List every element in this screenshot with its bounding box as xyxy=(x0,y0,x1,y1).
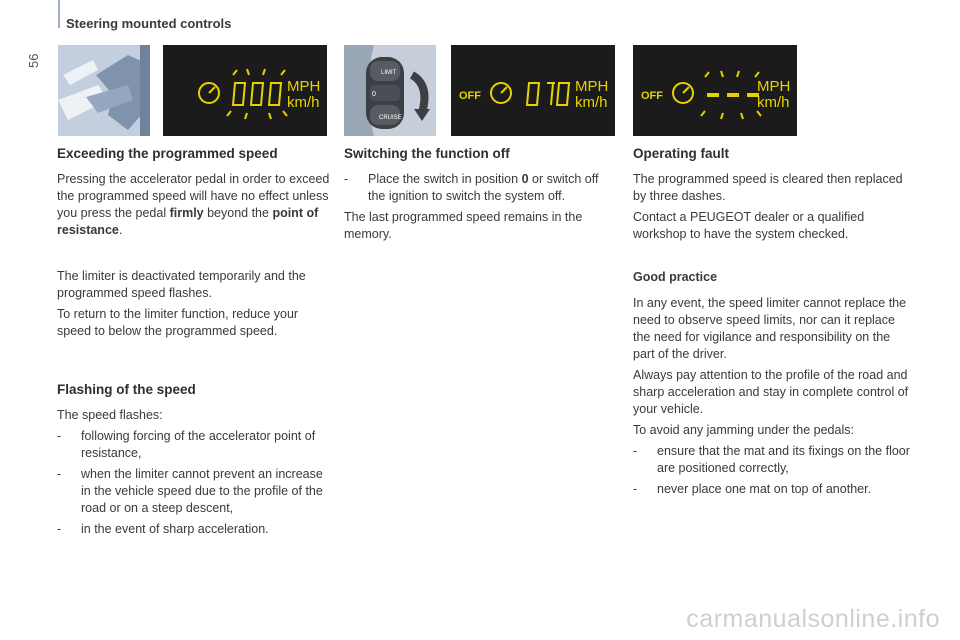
dial-3-mph: MPH xyxy=(757,78,791,95)
fault-title: Operating fault xyxy=(633,146,730,161)
header-accent-line xyxy=(58,0,60,28)
speedometer-fault-display-icon xyxy=(633,45,797,136)
switch-limit-label: LIMIT xyxy=(381,70,397,76)
list-item xyxy=(633,481,913,498)
operating-fault-display xyxy=(633,45,797,136)
watermark-text: carmanualsonline.info xyxy=(686,605,940,633)
switching-item-text-a: Place the switch in position xyxy=(368,172,522,186)
exceeding-p1-text-a: Pressing the accelerator pedal in order to exceed the programmed speed will have no effect unless you press the pedal xyxy=(57,172,330,220)
list-dash: - xyxy=(57,467,62,481)
dial-2-kmh: km/h xyxy=(575,94,608,111)
exceeding-p1-text-c: beyond the xyxy=(203,206,273,220)
page-number: 56 xyxy=(26,53,41,68)
dial-1-kmh: km/h xyxy=(287,94,320,111)
good-practice-paragraph-2: Always pay attention to the profile of the road and sharp acceleration and stay in complete control of your vehicle. xyxy=(633,368,909,416)
list-dash: - xyxy=(633,444,638,458)
column-right xyxy=(633,145,913,498)
flashing-speed-display xyxy=(163,45,327,136)
flashing-item-text: following forcing of the accelerator point of resistance, xyxy=(81,429,316,460)
switch-zero-label: 0 xyxy=(372,91,376,98)
good-practice-item-text: never place one mat on top of another. xyxy=(657,482,872,496)
switching-item-bold-zero: 0 xyxy=(521,172,529,186)
switching-paragraph: The last programmed speed remains in the memory. xyxy=(344,210,583,241)
list-dash: - xyxy=(57,429,62,443)
good-practice-paragraph-1: In any event, the speed limiter cannot replace the need to observe speed limits, nor can it replace the need for vigilance and responsibility on the part of the driver. xyxy=(633,296,907,361)
list-item xyxy=(633,443,913,477)
list-dash: - xyxy=(344,172,349,186)
list-item xyxy=(344,171,610,205)
switching-item-text-c: or switch off the ignition to switch the system off. xyxy=(368,172,599,203)
good-practice-title: Good practice xyxy=(633,270,718,284)
exceeding-paragraph-1 xyxy=(57,171,332,239)
exceeding-p1-bold-firmly: firmly xyxy=(169,206,204,220)
fault-paragraph-1: The programmed speed is cleared then replaced by three dashes. xyxy=(633,172,903,203)
flashing-list xyxy=(57,428,332,538)
steering-switch-illustration xyxy=(344,45,436,136)
flashing-item-text: in the event of sharp acceleration. xyxy=(81,522,269,536)
list-dash: - xyxy=(57,522,62,536)
steering-switch-icon xyxy=(344,45,436,136)
list-dash: - xyxy=(633,482,638,496)
dial-2-off: OFF xyxy=(459,90,481,102)
list-item xyxy=(57,428,332,462)
switching-title: Switching the function off xyxy=(344,146,510,161)
dial-1-mph: MPH xyxy=(287,78,321,95)
switch-cruise-label: CRUISE xyxy=(379,115,402,121)
dial-3-off: OFF xyxy=(641,90,663,102)
dial-2-mph: MPH xyxy=(575,78,609,95)
good-practice-item-text: ensure that the mat and its fixings on the floor are positioned correctly, xyxy=(657,444,910,475)
flashing-title: Flashing of the speed xyxy=(57,382,196,397)
speedometer-display-icon xyxy=(163,45,327,136)
fault-paragraph-2: Contact a PEUGEOT dealer or a qualified workshop to have the system checked. xyxy=(633,210,865,241)
good-practice-paragraph-3: To avoid any jamming under the pedals: xyxy=(633,423,854,437)
exceeding-paragraph-3: To return to the limiter function, reduce your speed to below the programmed speed. xyxy=(57,307,299,338)
speedometer-off-display-icon xyxy=(451,45,615,136)
switching-list xyxy=(344,171,610,205)
flashing-intro: The speed flashes: xyxy=(57,408,163,422)
pedal-icon xyxy=(58,45,150,136)
exceeding-p1-bold-point: point of resistance xyxy=(57,206,319,237)
exceeding-title: Exceeding the programmed speed xyxy=(57,146,278,161)
page-header-title: Steering mounted controls xyxy=(66,16,232,31)
accelerator-pedal-illustration xyxy=(58,45,150,136)
exceeding-p1-text-e: . xyxy=(118,223,123,237)
column-left xyxy=(57,145,332,538)
list-item xyxy=(57,466,332,517)
flashing-item-text: when the limiter cannot prevent an increase in the vehicle speed due to the profile of the road or on a steep descent, xyxy=(81,467,323,515)
function-off-display xyxy=(451,45,615,136)
column-middle xyxy=(344,145,610,243)
good-practice-list xyxy=(633,443,913,498)
dial-3-kmh: km/h xyxy=(757,94,790,111)
exceeding-paragraph-2: The limiter is deactivated temporarily and the programmed speed flashes. xyxy=(57,269,306,300)
list-item xyxy=(57,521,332,538)
